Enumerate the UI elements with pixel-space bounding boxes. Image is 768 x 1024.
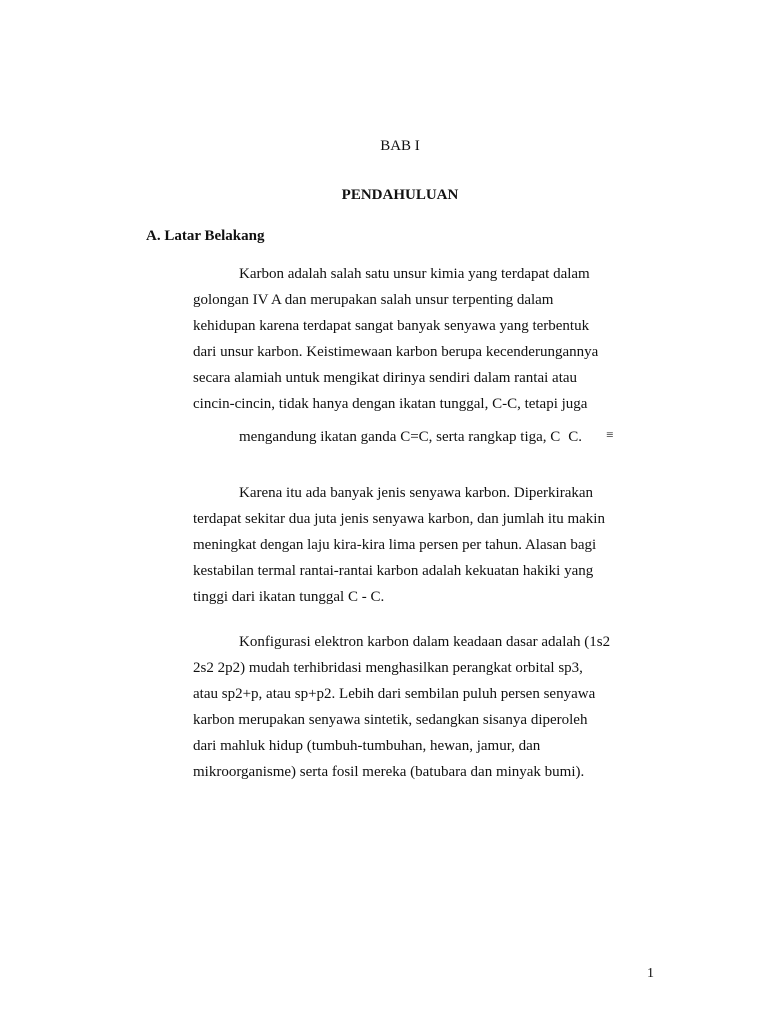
- chapter-title: PENDAHULUAN: [341, 187, 459, 203]
- paragraph-2-line: terdapat sekitar dua juta jenis senyawa karbon, dan jumlah itu makin: [193, 510, 605, 527]
- triple-bond-glyph: ≡: [606, 427, 614, 443]
- chapter-heading: BAB I: [380, 138, 420, 154]
- paragraph-2-line: kestabilan termal rantai-rantai karbon adalah kekuatan hakiki yang: [193, 562, 594, 579]
- paragraph-2-line: meningkat dengan laju kira-kira lima persen per tahun. Alasan bagi: [193, 536, 597, 553]
- paragraph-1-line: secara alamiah untuk mengikat dirinya sendiri dalam rantai atau: [193, 369, 578, 386]
- page-number: 1: [647, 966, 654, 981]
- paragraph-2-line: Karena itu ada banyak jenis senyawa karbon. Diperkirakan: [239, 485, 594, 501]
- paragraph-2-line: tinggi dari ikatan tunggal C - C.: [193, 588, 385, 605]
- paragraph-1-line: dari unsur karbon. Keistimewaan karbon berupa kecenderungannya: [193, 343, 599, 360]
- paragraph-3-line: atau sp2+p, atau sp+p2. Lebih dari sembilan puluh persen senyawa: [193, 685, 596, 702]
- paragraph-1-line-last-end: C.: [568, 429, 583, 446]
- paragraph-3-line: 2s2 2p2) mudah terhibridasi menghasilkan perangkat orbital sp3,: [193, 659, 583, 676]
- paragraph-1-line: golongan IV A dan merupakan salah unsur terpenting dalam: [193, 291, 554, 308]
- section-heading: A. Latar Belakang: [146, 228, 265, 244]
- paragraph-3-line: mikroorganisme) serta fosil mereka (batubara dan minyak bumi).: [193, 763, 585, 780]
- paragraph-3-line: Konfigurasi elektron karbon dalam keadaan dasar adalah (1s2: [239, 634, 611, 650]
- paragraph-1-line: kehidupan karena terdapat sangat banyak senyawa yang terbentuk: [193, 317, 590, 334]
- paragraph-3-line: karbon merupakan senyawa sintetik, sedangkan sisanya diperoleh: [193, 711, 588, 728]
- paragraph-3-line: dari mahluk hidup (tumbuh-tumbuhan, hewan, jamur, dan: [193, 737, 541, 754]
- paragraph-1-line: cincin-cincin, tidak hanya dengan ikatan tunggal, C-C, tetapi juga: [193, 395, 588, 412]
- paragraph-1-line: Karbon adalah salah satu unsur kimia yang terdapat dalam: [239, 266, 590, 282]
- paragraph-3: [193, 630, 663, 785]
- paragraph-1-line-last-start: mengandung ikatan ganda C=C, serta rangkap tiga, C: [239, 429, 561, 446]
- paragraph-2: [193, 481, 663, 611]
- paragraph-1: [193, 262, 663, 451]
